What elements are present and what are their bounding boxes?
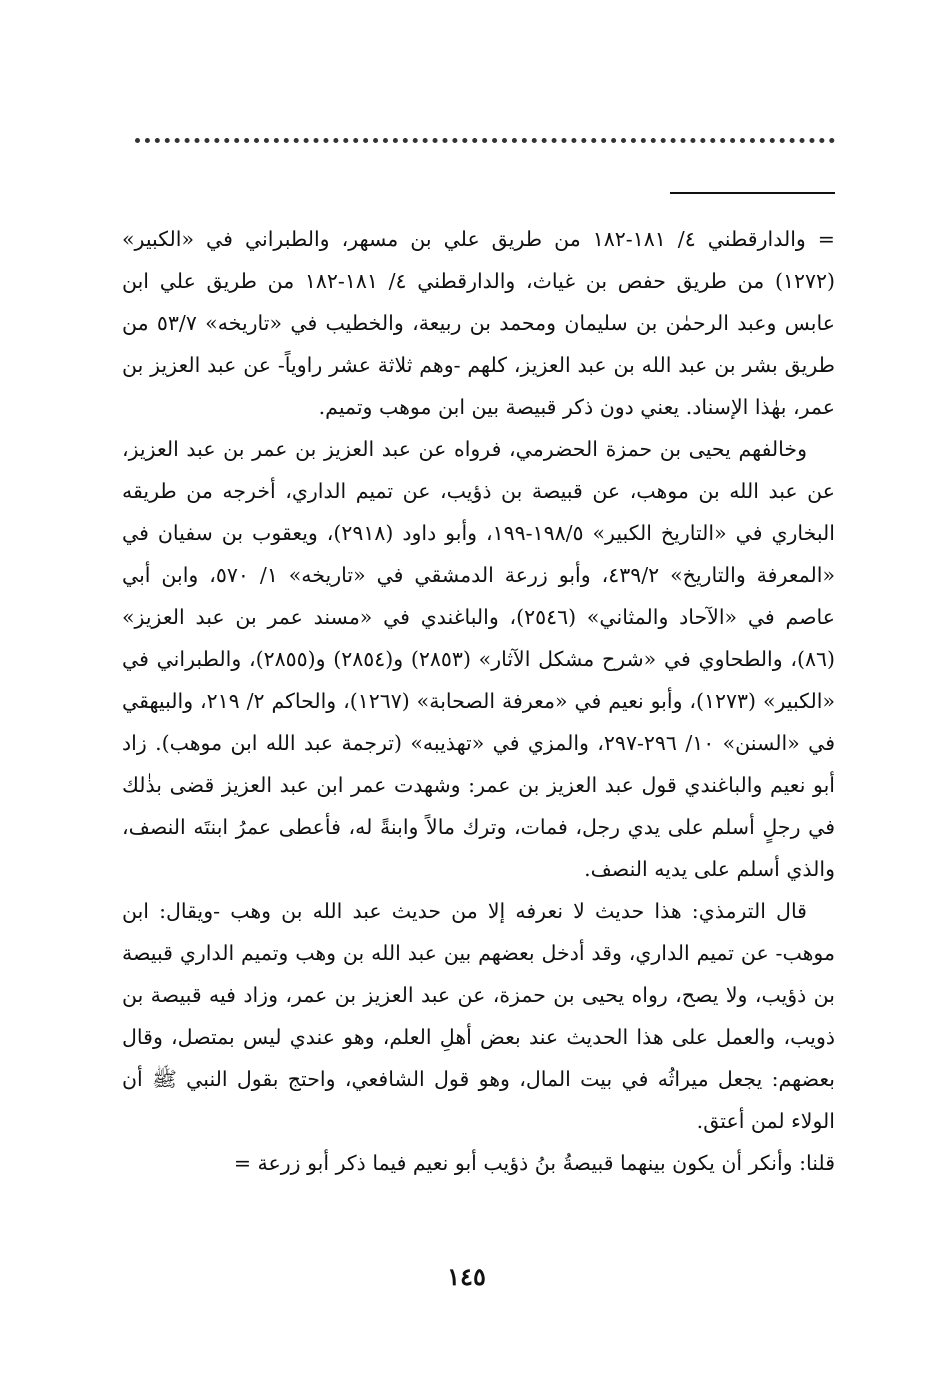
paragraph-2: وخالفهم يحيى بن حمزة الحضرمي، فرواه عن عبد العزيز بن عمر بن عبد العزيز، عن عبد الله بن موهب، عن قبيصة بن ذؤيب، عن تميم الداري، أخرجه من طريقه البخاري في «التاريخ الكبير» ١٩٨/٥-١٩٩، وأبو داود (٢٩١٨)، ويعقوب بن سفيان في «المعرفة والتاريخ» ٤٣٩/٢، وأبو زرعة الدمشقي في «تاريخه» ١/ ٥٧٠، وابن أبي عاصم في «الآحاد والمثاني» (٢٥٤٦)، والباغندي في «مسند عمر بن عبد العزيز» (٨٦)، والطحاوي في «شرح مشكل الآثار» (٢٨٥٣) و(٢٨٥٤) و(٢٨٥٥)، والطبراني في «الكبير» (١٢٧٣)، وأبو نعيم في «معرفة الصحابة» (١٢٦٧)، والحاكم ٢/ ٢١٩، والبيهقي في «السنن» ١٠/ ٢٩٦-٢٩٧، والمزي في «تهذيبه» (ترجمة عبد الله ابن موهب). زاد أبو نعيم والباغندي قول عبد العزيز بن عمر: وشهدت عمر ابن عبد العزيز قضى بذٰلك في رجلٍ أسلم على يدي رجل، فمات، وترك مالاً وابنةً له، فأعطى عمرُ ابنتَه النصف، والذي أسلم على يديه النصف. [122,437,836,881]
separator-dots [135,138,835,143]
paragraph-4: قلنا: وأنكر أن يكون بينهما قبيصةُ بنُ ذؤيب أبو نعيم فيما ذكر أبو زرعة = [233,1151,835,1175]
footnote-text [122,218,835,1184]
paragraph-3: قال الترمذي: هذا حديث لا نعرفه إلا من حديث عبد الله بن وهب -ويقال: ابن موهب- عن تميم الداري، وقد أدخل بعضهم بين عبد الله بن وهب وتميم الداري قبيصة بن ذؤيب، ولا يصح، رواه يحيى بن حمزة، عن عبد العزيز بن عمر، وزاد فيه قبيصة بن ذويب، والعمل على هذا الحديث عند بعض أهلِ العلم، وهو عندي ليس بمتصل، وقال بعضهم: يجعل ميراثُه في بيت المال، وهو قول الشافعي، واحتج بقول النبي ﷺ أن الولاء لمن أعتق. [122,899,835,1133]
page-number: ١٤٥ [447,1262,486,1291]
footnote-rule [670,192,835,194]
paragraph-1: = والدارقطني ٤/ ١٨١-١٨٢ من طريق علي بن مسهر، والطبراني في «الكبير» (١٢٧٢) من طريق حفص بن غياث، والدارقطني ٤/ ١٨١-١٨٢ من طريق علي ابن عابس وعبد الرحمٰن بن سليمان ومحمد بن ربيعة، والخطيب في «تاريخه» ٥٣/٧ من طريق بشر بن عبد الله بن عبد العزيز، كلهم -وهم ثلاثة عشر راوياً- عن عبد العزيز بن عمر، بهٰذا الإسناد. يعني دون ذكر قبيصة بين ابن موهب وتميم. [122,227,835,419]
